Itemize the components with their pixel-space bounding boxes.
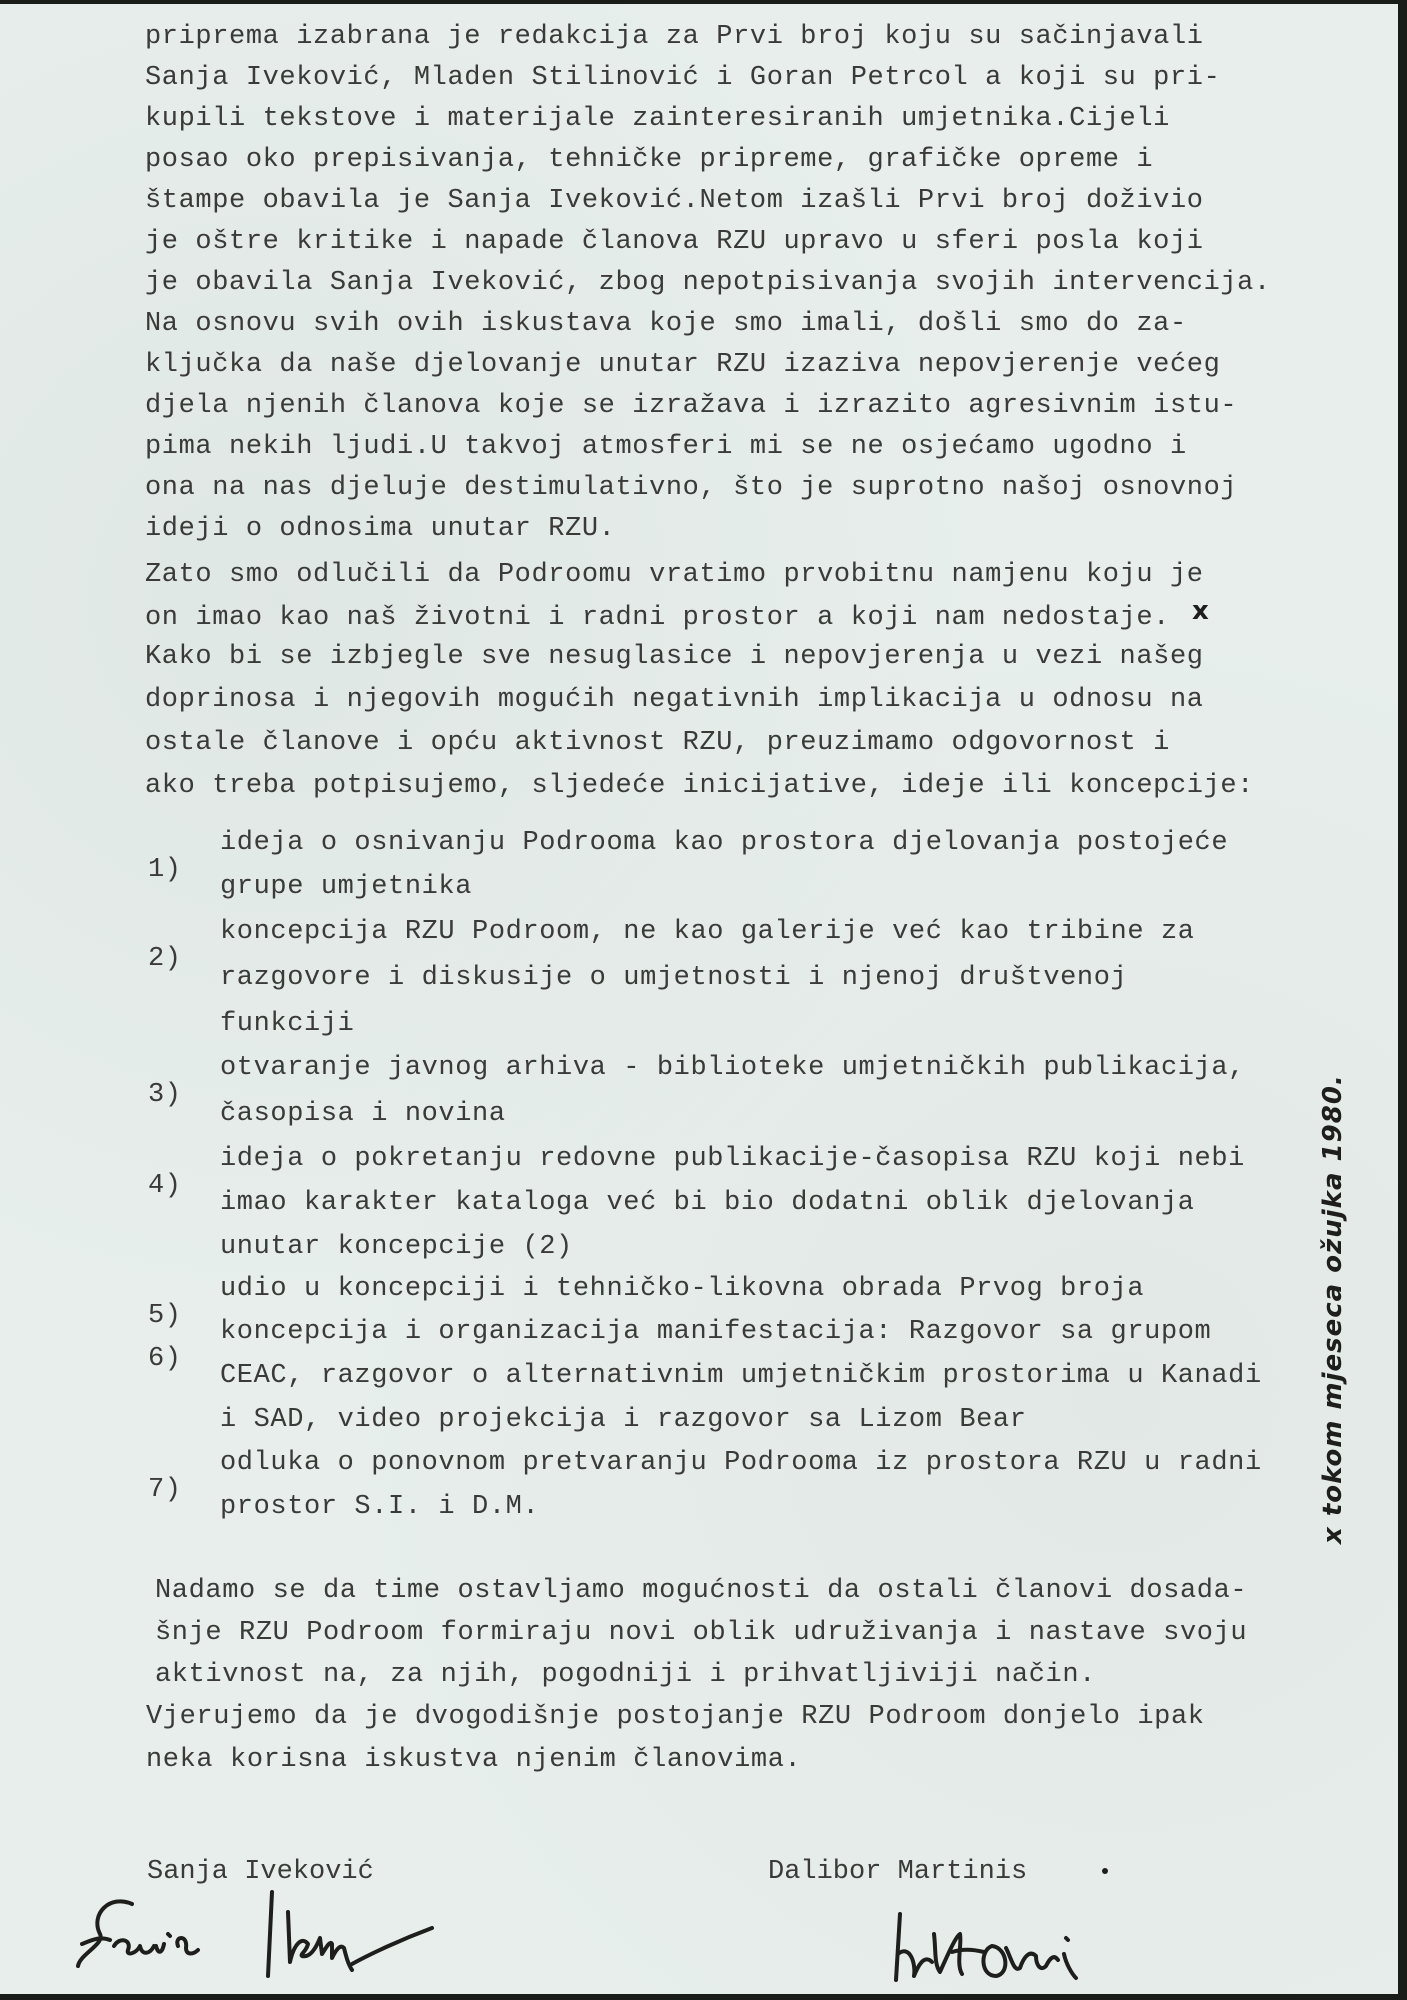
list-item [148, 1450, 1328, 1585]
text-line: Sanja Iveković, Mladen Stilinović i Goran Petrcol a koji su pri- [145, 63, 1221, 93]
text-line: Kako bi se izbjegle sve nesuglasice i nepovjerenja u vezi našeg [145, 642, 1204, 672]
list-number: 4) [148, 1171, 182, 1201]
text-line: Na osnovu svih ovih iskustava koje smo imali, došli smo do za- [145, 309, 1187, 339]
text-line: Nadamo se da time ostavljamo mogućnosti da ostali članovi dosada- [155, 1576, 1248, 1606]
text-line: ideji o odnosima unutar RZU. [145, 514, 616, 544]
signature-dalibor-martinis [880, 1894, 1220, 1999]
text-line: ona na nas djeluje destimulativno, što je suprotno našoj osnovnoj [145, 473, 1238, 503]
list-text: imao karakter kataloga već bi bio dodatni oblik djelovanja [220, 1188, 1195, 1218]
initiatives-list [148, 828, 1328, 1522]
text-line: ostale članove i opću aktivnost RZU, preuzimamo odgovornost i [145, 728, 1170, 758]
list-text: prostor S.I. i D.M. [220, 1492, 540, 1522]
list-text: ideja o pokretanju redovne publikacije-časopisa RZU koji nebi [220, 1144, 1245, 1174]
text-line: priprema izabrana je redakcija za Prvi broj koju su sačinjavali [145, 22, 1204, 52]
list-number: 2) [148, 944, 182, 974]
text-line: Vjerujemo da je dvogodišnje postojanje RZU Podroom donjelo ipak [146, 1702, 1205, 1732]
footnote-mark: x [1192, 596, 1209, 626]
text-line: je oštre kritike i napade članova RZU upravo u sferi posla koji [145, 227, 1204, 257]
ink-dot [1102, 1868, 1108, 1874]
handwritten-signature [70, 1884, 550, 1984]
list-text: grupe umjetnika [220, 872, 473, 902]
list-number: 6) [148, 1344, 182, 1374]
list-text: časopisa i novina [220, 1099, 506, 1129]
text-line: Zato smo odlučili da Podroomu vratimo prvobitnu namjenu koju je [145, 560, 1204, 590]
text-line: je obavila Sanja Iveković, zbog nepotpisivanja svojih intervencija. [145, 268, 1271, 298]
list-text: funkciji [220, 1009, 355, 1039]
text-line: doprinosa i njegovih mogućih negativnih implikacija u odnosu na [145, 685, 1204, 715]
list-text: i SAD, video projekcija i razgovor sa Lizom Bear [220, 1405, 1027, 1435]
paragraph-3 [155, 1578, 1335, 1713]
document-page [0, 4, 1398, 1994]
signature-sanja-ivekovic [70, 1884, 550, 1989]
text-line: šnje RZU Podroom formiraju novi oblik udruživanja i nastave svoju [155, 1618, 1248, 1648]
list-number: 5) [148, 1301, 182, 1331]
list-number: 1) [148, 855, 182, 885]
text-line: pima nekih ljudi.U takvoj atmosferi mi se ne osjećamo ugodno i [145, 432, 1187, 462]
list-number: 3) [148, 1080, 182, 1110]
list-text: CEAC, razgovor o alternativnim umjetničkim prostorima u Kanadi [220, 1361, 1262, 1391]
text-line: djela njenih članova koje se izražava i izrazito agresivnim istu- [145, 391, 1238, 421]
text-line: ključka da naše djelovanje unutar RZU izaziva nepovjerenje većeg [145, 350, 1221, 380]
text-line: neka korisna iskustva njenim članovima. [146, 1745, 802, 1775]
list-number: 7) [148, 1475, 182, 1505]
list-text: ideja o osnivanju Podrooma kao prostora djelovanja postojeće [220, 828, 1229, 858]
text-line: on imao kao naš životni i radni prostor a koji nam nedostaje. [145, 603, 1170, 633]
paragraph-4 [146, 1704, 1326, 1812]
list-text: koncepcija RZU Podroom, ne kao galerije već kao tribine za [220, 917, 1195, 947]
list-text: unutar koncepcije (2) [220, 1232, 573, 1262]
signatory-name: Dalibor Martinis [768, 1857, 1028, 1887]
list-text: razgovore i diskusije o umjetnosti i njenoj društvenoj [220, 963, 1128, 993]
list-text: udio u koncepciji i tehničko-likovna obrada Prvog broja [220, 1274, 1145, 1304]
signatory-name: Sanja Iveković [147, 1857, 374, 1887]
text-line: aktivnost na, za njih, pogodniji i prihvatljiviji način. [155, 1660, 1096, 1690]
text-line: posao oko prepisivanja, tehničke pripreme, grafičke opreme i [145, 145, 1154, 175]
list-text: koncepcija i organizacija manifestacija: Razgovor sa grupom [220, 1317, 1212, 1347]
list-text: odluka o ponovnom pretvaranju Podrooma iz prostora RZU u radni [220, 1448, 1262, 1478]
text-line: ako treba potpisujemo, sljedeće inicijative, ideje ili koncepcije: [145, 771, 1254, 801]
paragraph-1 [145, 22, 1325, 801]
text-line: štampe obavila je Sanja Iveković.Netom izašli Prvi broj doživio [145, 186, 1204, 216]
list-text: otvaranje javnog arhiva - biblioteke umjetničkih publikacija, [220, 1053, 1245, 1083]
handwritten-signature [880, 1894, 1220, 1994]
text-line: kupili tekstove i materijale zainteresiranih umjetnika.Cijeli [145, 104, 1170, 134]
margin-note: x tokom mjeseca ožujka 1980. [1318, 1074, 1348, 1544]
